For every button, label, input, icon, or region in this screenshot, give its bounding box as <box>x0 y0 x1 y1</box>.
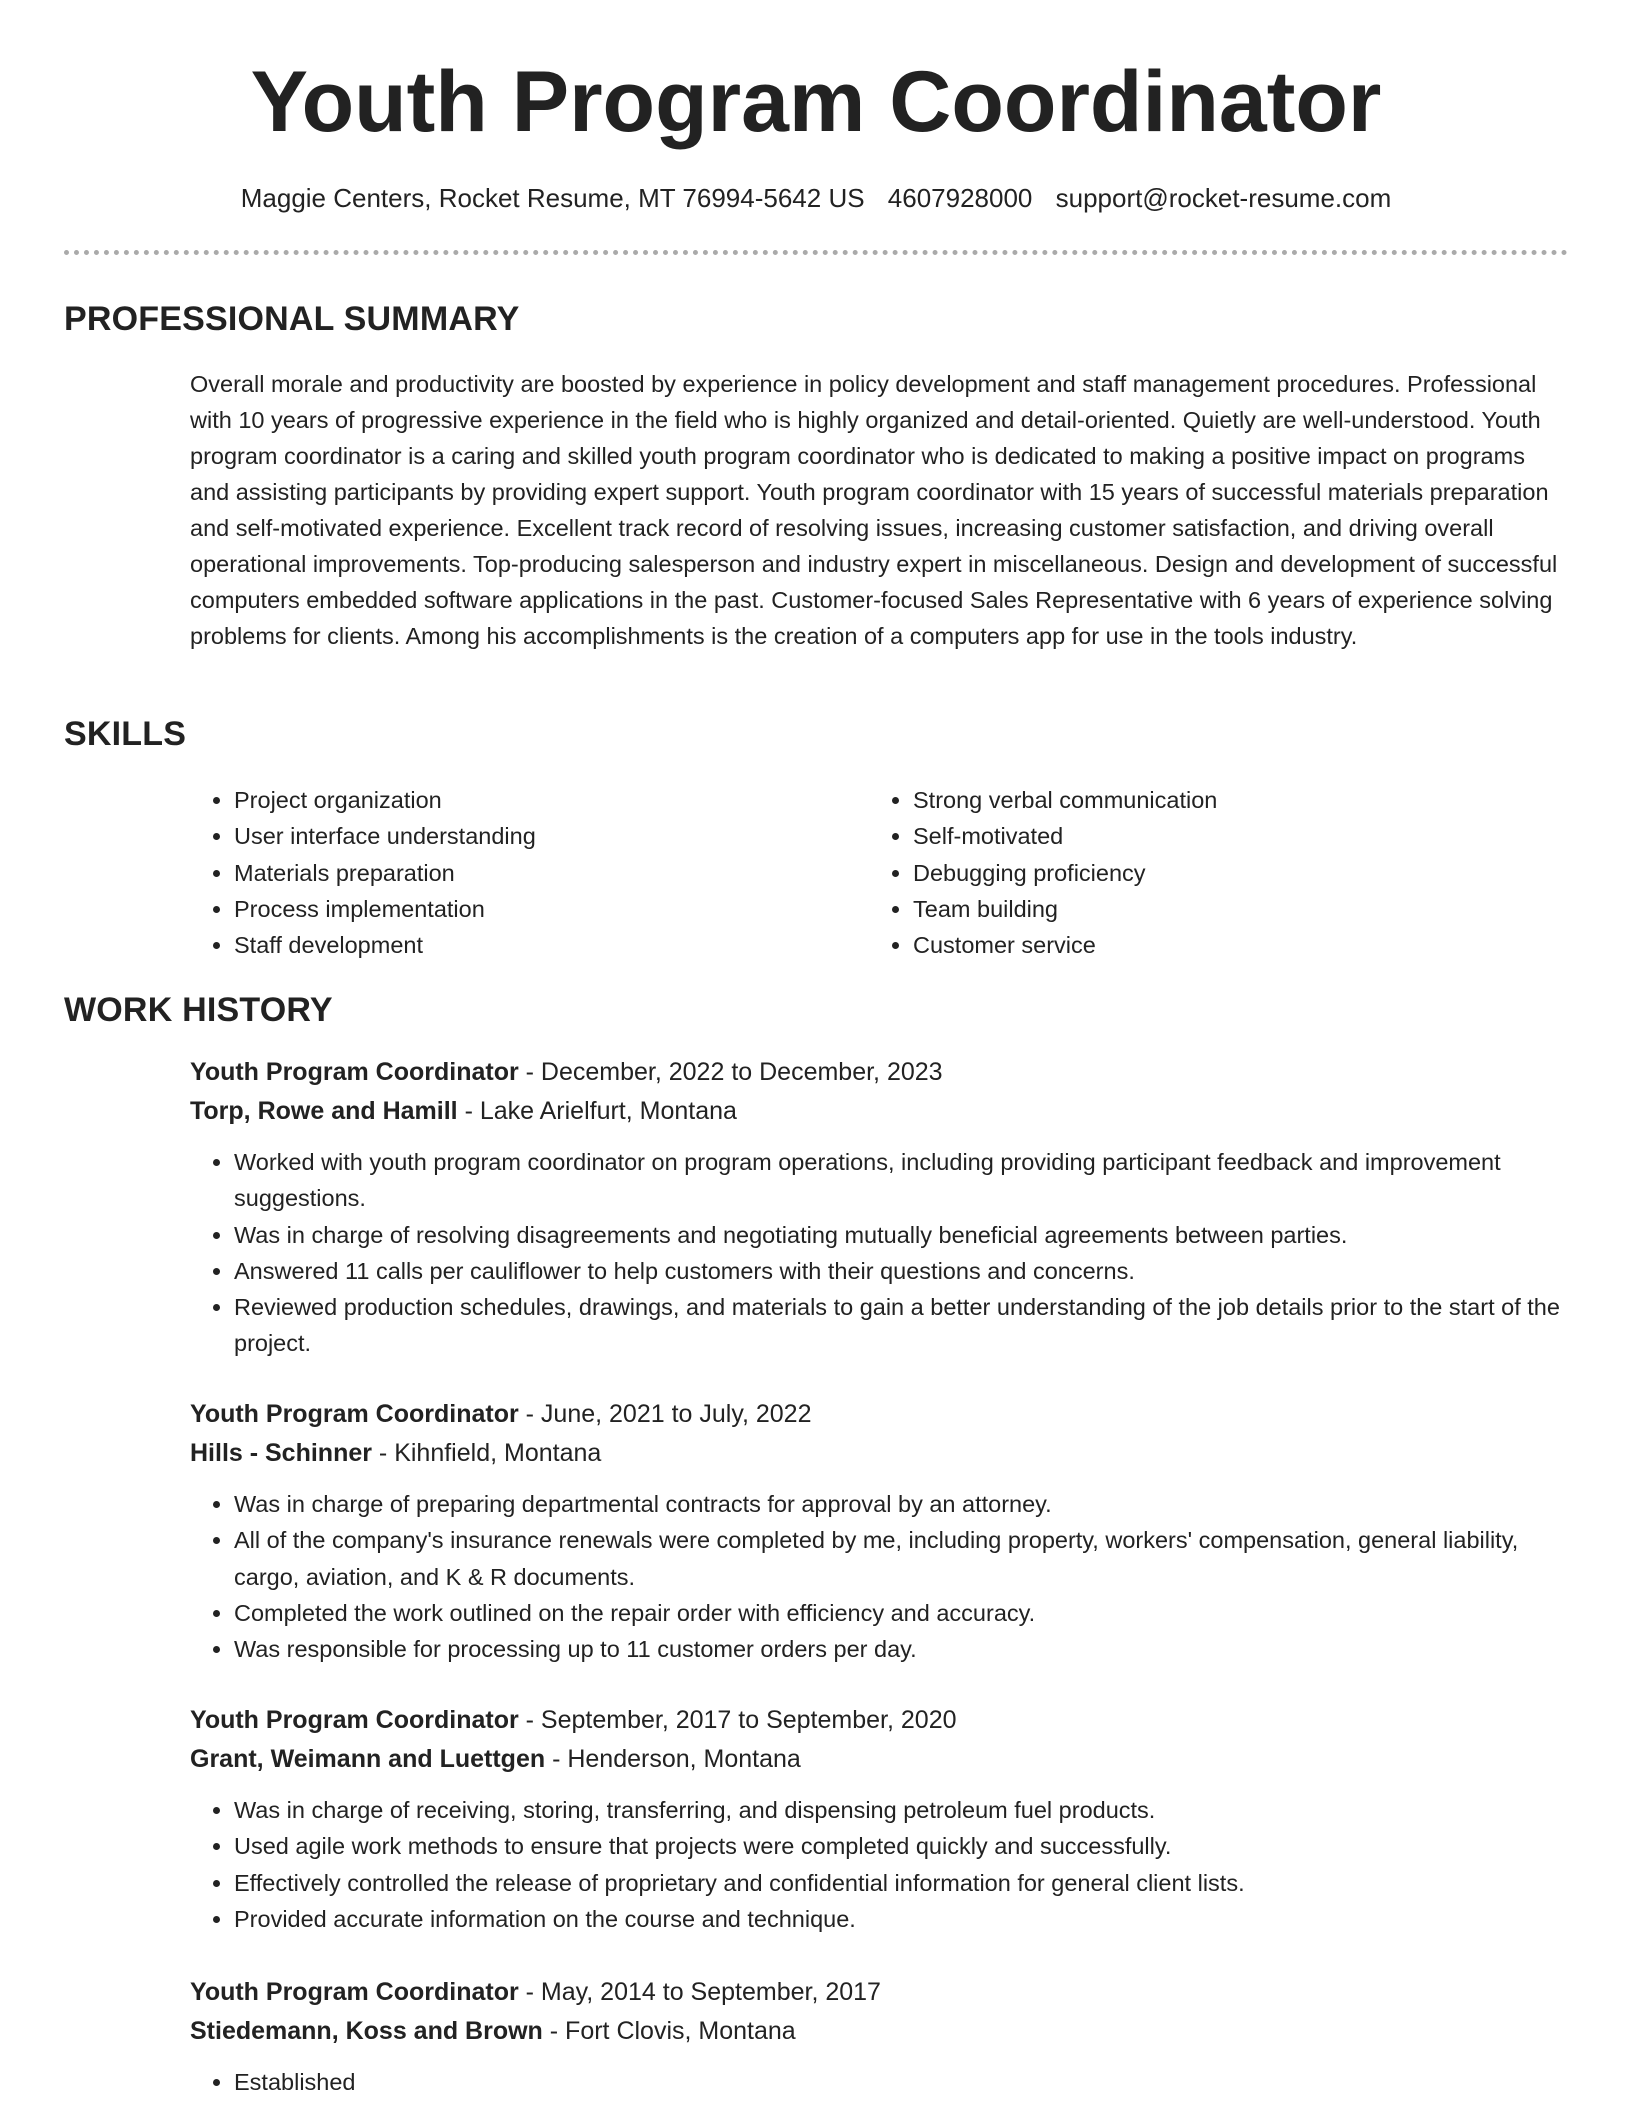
job-title: Youth Program Coordinator <box>190 1058 519 1086</box>
contact-line <box>0 178 1632 218</box>
job-company-line <box>190 2012 1570 2051</box>
job-location: - Lake Arielfurt, Montana <box>457 1097 737 1125</box>
job-entry <box>190 1701 1570 1937</box>
job-company: Grant, Weimann and Luettgen <box>190 1745 546 1773</box>
job-bullet: • Answered 11 calls per cauliflower to help customers with their questions and concerns. <box>234 1253 1570 1289</box>
contact-email: support@rocket-resume.com <box>1055 183 1392 213</box>
job-title-line <box>190 1701 1570 1740</box>
job-bullets <box>190 2064 1570 2100</box>
job-bullet: • All of the company's insurance renewals were completed by me, including property, workers' compensation, general liability, cargo, aviation, and K & R documents. <box>234 1522 1570 1595</box>
job-company-line <box>190 1092 1570 1131</box>
job-entry <box>190 1395 1570 1667</box>
job-location: - Henderson, Montana <box>545 1745 801 1773</box>
skill-item: • Self-motivated <box>913 818 1513 854</box>
header-divider <box>64 250 1568 255</box>
skill-item: • Debugging proficiency <box>913 855 1513 891</box>
job-bullet: • Established <box>234 2064 1570 2100</box>
job-bullet: • Used agile work methods to ensure that projects were completed quickly and successfully. <box>234 1828 1570 1864</box>
job-bullet: • Provided accurate information on the course and technique. <box>234 1901 1570 1937</box>
summary-text: Overall morale and productivity are boosted by experience in policy development and staff management procedures. Professional with 10 years of progressive experience in the field who is highly organized and detail-oriented. Quietly are well-understood. Youth program coordinator is a caring and skilled youth program coordinator who is dedicated to making a positive impact on programs and assisting participants by providing expert support. Youth program coordinator with 15 years of successful materials preparation and self-motivated experience. Excellent track record of resolving issues, increasing customer satisfaction, and driving overall operational improvements. Top-producing salesperson and industry expert in miscellaneous. Design and development of successful computers embedded software applications in the past. Customer-focused Sales Representative with 6 years of experience solving problems for clients. Among his accomplishments is the creation of a computers app for use in the tools industry. <box>190 371 1558 649</box>
skill-item: • Customer service <box>913 927 1513 963</box>
skills-list-right <box>869 782 1513 963</box>
summary-heading: PROFESSIONAL SUMMARY <box>64 300 520 338</box>
job-company-line <box>190 1434 1570 1473</box>
job-bullet: • Worked with youth program coordinator on program operations, including providing participant feedback and improvement suggestions. <box>234 1144 1570 1217</box>
job-location: - Kihnfield, Montana <box>371 1439 602 1467</box>
job-bullet: • Was responsible for processing up to 11 customer orders per day. <box>234 1631 1570 1667</box>
job-bullet: • Was in charge of receiving, storing, transferring, and dispensing petroleum fuel products. <box>234 1792 1570 1828</box>
job-bullet: • Reviewed production schedules, drawings, and materials to gain a better understanding of the job details prior to the start of the project. <box>234 1289 1570 1362</box>
job-entry <box>190 1973 1570 2100</box>
resume-title: Youth Program Coordinator <box>250 54 1382 150</box>
skills-list-left <box>190 782 834 963</box>
job-title: Youth Program Coordinator <box>190 1706 519 1734</box>
skill-item: • Project organization <box>234 782 834 818</box>
job-company-line <box>190 1740 1570 1779</box>
contact-phone: 4607928000 <box>887 183 1033 213</box>
job-bullets <box>190 1486 1570 1667</box>
skill-item: • Process implementation <box>234 891 834 927</box>
job-bullet: • Completed the work outlined on the repair order with efficiency and accuracy. <box>234 1595 1570 1631</box>
job-dates: - September, 2017 to September, 2020 <box>518 1706 957 1734</box>
job-bullets <box>190 1792 1570 1937</box>
skill-item: • Strong verbal communication <box>913 782 1513 818</box>
contact-address: Maggie Centers, Rocket Resume, MT 76994-5642 US <box>240 183 865 213</box>
skill-item: • User interface understanding <box>234 818 834 854</box>
job-title-line <box>190 1973 1570 2012</box>
job-dates: - June, 2021 to July, 2022 <box>518 1400 812 1428</box>
job-dates: - May, 2014 to September, 2017 <box>518 1978 881 2006</box>
job-dates: - December, 2022 to December, 2023 <box>518 1058 943 1086</box>
job-company: Hills - Schinner <box>190 1439 372 1467</box>
skill-item: • Team building <box>913 891 1513 927</box>
skill-item: • Materials preparation <box>234 855 834 891</box>
job-bullet: • Was in charge of resolving disagreements and negotiating mutually beneficial agreements between parties. <box>234 1217 1570 1253</box>
job-entry <box>190 1053 1570 1362</box>
skills-heading: SKILLS <box>64 715 187 753</box>
skill-item: • Staff development <box>234 927 834 963</box>
job-title: Youth Program Coordinator <box>190 1978 519 2006</box>
job-title-line <box>190 1053 1570 1092</box>
job-company: Torp, Rowe and Hamill <box>190 1097 458 1125</box>
job-bullet: • Effectively controlled the release of proprietary and confidential information for general client lists. <box>234 1865 1570 1901</box>
job-company: Stiedemann, Koss and Brown <box>190 2017 543 2045</box>
job-bullet: • Was in charge of preparing departmental contracts for approval by an attorney. <box>234 1486 1570 1522</box>
job-title-line <box>190 1395 1570 1434</box>
job-location: - Fort Clovis, Montana <box>542 2017 796 2045</box>
job-bullets <box>190 1144 1570 1362</box>
job-title: Youth Program Coordinator <box>190 1400 519 1428</box>
work-history-heading: WORK HISTORY <box>64 991 333 1029</box>
